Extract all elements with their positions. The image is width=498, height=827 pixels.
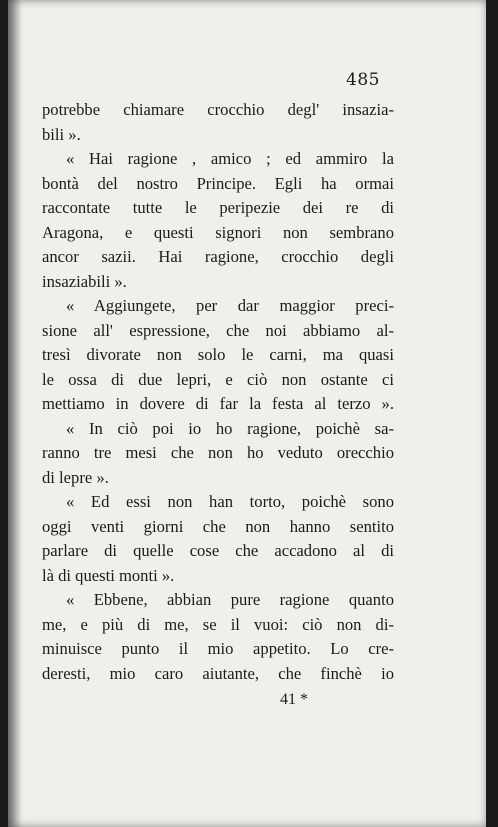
text-line: « Aggiungete, per dar maggior preci-	[66, 296, 394, 315]
text-line: le ossa di due lepri, e ciò non ostante ci	[42, 369, 394, 389]
text-line: bili ».	[42, 124, 81, 144]
text-line: tresì divorate non solo le carni, ma quasi	[42, 345, 394, 364]
text-line: raccontate tutte le peripezie dei re di	[42, 198, 394, 217]
text-line: me, e più di me, se il vuoi: ciò non di-	[42, 614, 394, 634]
page-number: 485	[346, 70, 380, 90]
text-line: « Ed essi non han torto, poichè sono	[66, 492, 394, 511]
body-text	[42, 98, 394, 686]
text-line: minuisce punto il mio appetito. Lo cre-	[42, 639, 394, 658]
text-line: ranno tre mesi che non ho veduto orecchio	[42, 443, 394, 462]
text-line: deresti, mio caro aiutante, che finchè io	[42, 663, 394, 683]
text-line: Aragona, e questi signori non sembrano	[42, 222, 394, 242]
text-line: « Ebbene, abbian pure ragione quanto	[66, 590, 394, 609]
text-line: bontà del nostro Principe. Egli ha ormai	[42, 173, 394, 193]
text-line: « Hai ragione , amico ; ed ammiro la	[66, 149, 394, 168]
text-line: là di questi monti ».	[42, 565, 175, 585]
text-line: insaziabili ».	[42, 271, 127, 291]
page-gutter-shadow	[8, 0, 22, 827]
text-line: « In ciò poi io ho ragione, poichè sa-	[66, 418, 394, 438]
signature-mark: 41 *	[280, 691, 308, 708]
text-line: parlare di quelle cose che accadono al di	[42, 541, 394, 560]
text-line: potrebbe chiamare crocchio degl' insazia-	[42, 100, 394, 119]
text-line: mettiamo in dovere di far la festa al terzo ».	[42, 394, 394, 413]
text-line: sione all' espressione, che noi abbiamo al-	[42, 320, 394, 340]
text-line: ancor sazii. Hai ragione, crocchio degli	[42, 247, 394, 266]
text-line: di lepre ».	[42, 467, 109, 487]
book-page	[8, 0, 486, 827]
text-line: oggi venti giorni che non hanno sentito	[42, 516, 394, 536]
